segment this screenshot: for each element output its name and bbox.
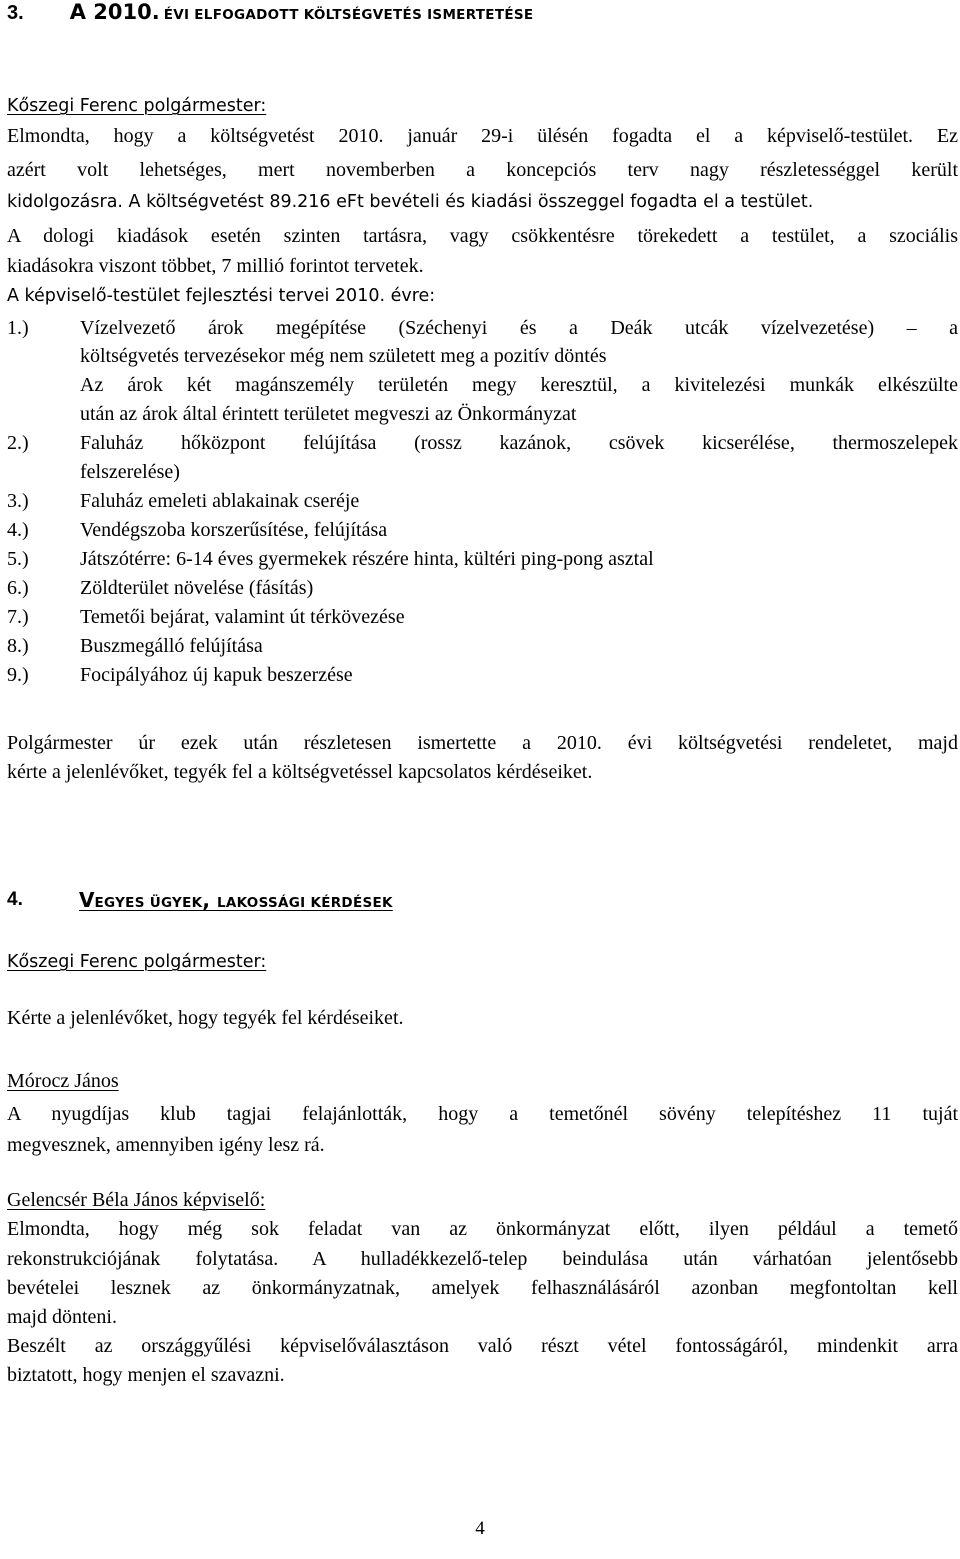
- paragraph-line: kérte a jelenlévőket, tegyék fel a költségvetéssel kapcsolatos kérdéseiket.: [7, 761, 593, 783]
- list-item-text: Faluház emeleti ablakainak cseréje: [80, 490, 360, 512]
- list-item-number: 8.): [7, 635, 29, 657]
- paragraph-line: rekonstrukciójának folytatása. A hulladékkezelő-telep beindulása után várhatóan jelentősebb: [7, 1248, 958, 1270]
- list-item-text: Zöldterület növelése (fásítás): [80, 577, 314, 599]
- list-item-number: 4.): [7, 519, 29, 541]
- list-item-text: felszerelése): [80, 461, 180, 483]
- list-item-number: 5.): [7, 548, 29, 570]
- section-title-part: EGYES ÜGYEK: [94, 895, 203, 911]
- list-item-number: 1.): [7, 317, 29, 339]
- list-item-number: 9.): [7, 664, 29, 686]
- list-item-text: Faluház hőközpont felújítása (rossz kazánok, csövek kicserélése, thermoszelepek: [80, 432, 958, 454]
- section-3-heading: [7, 0, 533, 25]
- paragraph-line: kidolgozásra. A költségvetést 89.216 eFt bevételi és kiadási összeggel fogadta el a testület.: [7, 192, 814, 212]
- paragraph-line: Elmondta, hogy még sok feladat van az önkormányzat előtt, ilyen például a temető: [7, 1218, 958, 1240]
- section-title-initial: V: [79, 888, 95, 912]
- list-item-text: után az árok által érintett területet megveszi az Önkormányzat: [80, 403, 577, 425]
- speaker-name: Gelencsér Béla János képviselő:: [7, 1189, 266, 1211]
- list-item-text: Az árok két magánszemély területén megy keresztül, a kivitelezési munkák elkészülte: [80, 374, 958, 396]
- list-item-text: Temetői bejárat, valamint út térkövezése: [80, 606, 405, 628]
- list-item-text: költségvetés tervezésekor még nem született meg a pozitív döntés: [80, 345, 607, 367]
- list-item-number: 7.): [7, 606, 29, 628]
- speaker-name: Kőszegi Ferenc polgármester:: [7, 952, 267, 972]
- paragraph-line: Kérte a jelenlévőket, hogy tegyék fel kérdéseiket.: [7, 1007, 404, 1029]
- paragraph-line: Beszélt az országgyűlési képviselőválasztáson való részt vétel fontosságáról, mindenkit arra: [7, 1335, 958, 1357]
- section-number: 4.: [7, 889, 23, 910]
- paragraph-line: kiadásokra viszont többet, 7 millió forintot tervetek.: [7, 255, 424, 277]
- section-title-rest: ÉVI ELFOGADOTT KÖLTSÉGVETÉS ISMERTETÉSE: [163, 7, 534, 23]
- paragraph-line: Polgármester úr ezek után részletesen ismertette a 2010. évi költségvetési rendeletet, majd: [7, 732, 958, 754]
- list-item-text: Vendégszoba korszerűsítése, felújítása: [80, 519, 388, 541]
- section-title-start: A 2010.: [69, 0, 160, 24]
- section-number: 3.: [7, 2, 24, 24]
- list-item-text: Vízelvezető árok megépítése (Széchenyi és a Deák utcák vízelvezetése) – a: [80, 317, 958, 339]
- paragraph-line: A dologi kiadások esetén szinten tartásra, vagy csökkentésre törekedett a testület, a szociális: [7, 225, 958, 247]
- paragraph-line: majd dönteni.: [7, 1306, 117, 1328]
- paragraph-line: Elmondta, hogy a költségvetést 2010. január 29-i ülésén fogadta el a képviselő-testület. Ez: [7, 125, 958, 147]
- list-item-text: Buszmegálló felújítása: [80, 635, 263, 657]
- paragraph-line: bevételei lesznek az önkormányzatnak, amelyek felhasználásáról azonban megfontoltan kell: [7, 1277, 958, 1299]
- list-item-text: Játszótérre: 6-14 éves gyermekek részére hinta, kültéri ping-pong asztal: [80, 548, 654, 570]
- page-number: 4: [475, 1518, 485, 1539]
- list-item-number: 6.): [7, 577, 29, 599]
- plans-intro: A képviselő-testület fejlesztési tervei 2010. évre:: [7, 286, 436, 306]
- speaker-name: Mórocz János: [7, 1070, 119, 1092]
- section-title: [79, 888, 393, 912]
- speaker-name: Kőszegi Ferenc polgármester:: [7, 96, 267, 116]
- list-item-number: 3.): [7, 490, 29, 512]
- section-title-part: LAKOSSÁGI KÉRDÉSEK: [216, 895, 393, 911]
- section-title-separator: ,: [202, 888, 217, 912]
- paragraph-line: biztatott, hogy menjen el szavazni.: [7, 1364, 285, 1386]
- paragraph-line: azért volt lehetséges, mert novemberben a koncepciós terv nagy részletességgel került: [7, 159, 958, 181]
- paragraph-line: megvesznek, amennyiben igény lesz rá.: [7, 1134, 325, 1156]
- list-item-number: 2.): [7, 432, 29, 454]
- list-item-text: Focipályához új kapuk beszerzése: [80, 664, 353, 686]
- paragraph-line: A nyugdíjas klub tagjai felajánlották, hogy a temetőnél sövény telepítéshez 11 tuját: [7, 1103, 958, 1125]
